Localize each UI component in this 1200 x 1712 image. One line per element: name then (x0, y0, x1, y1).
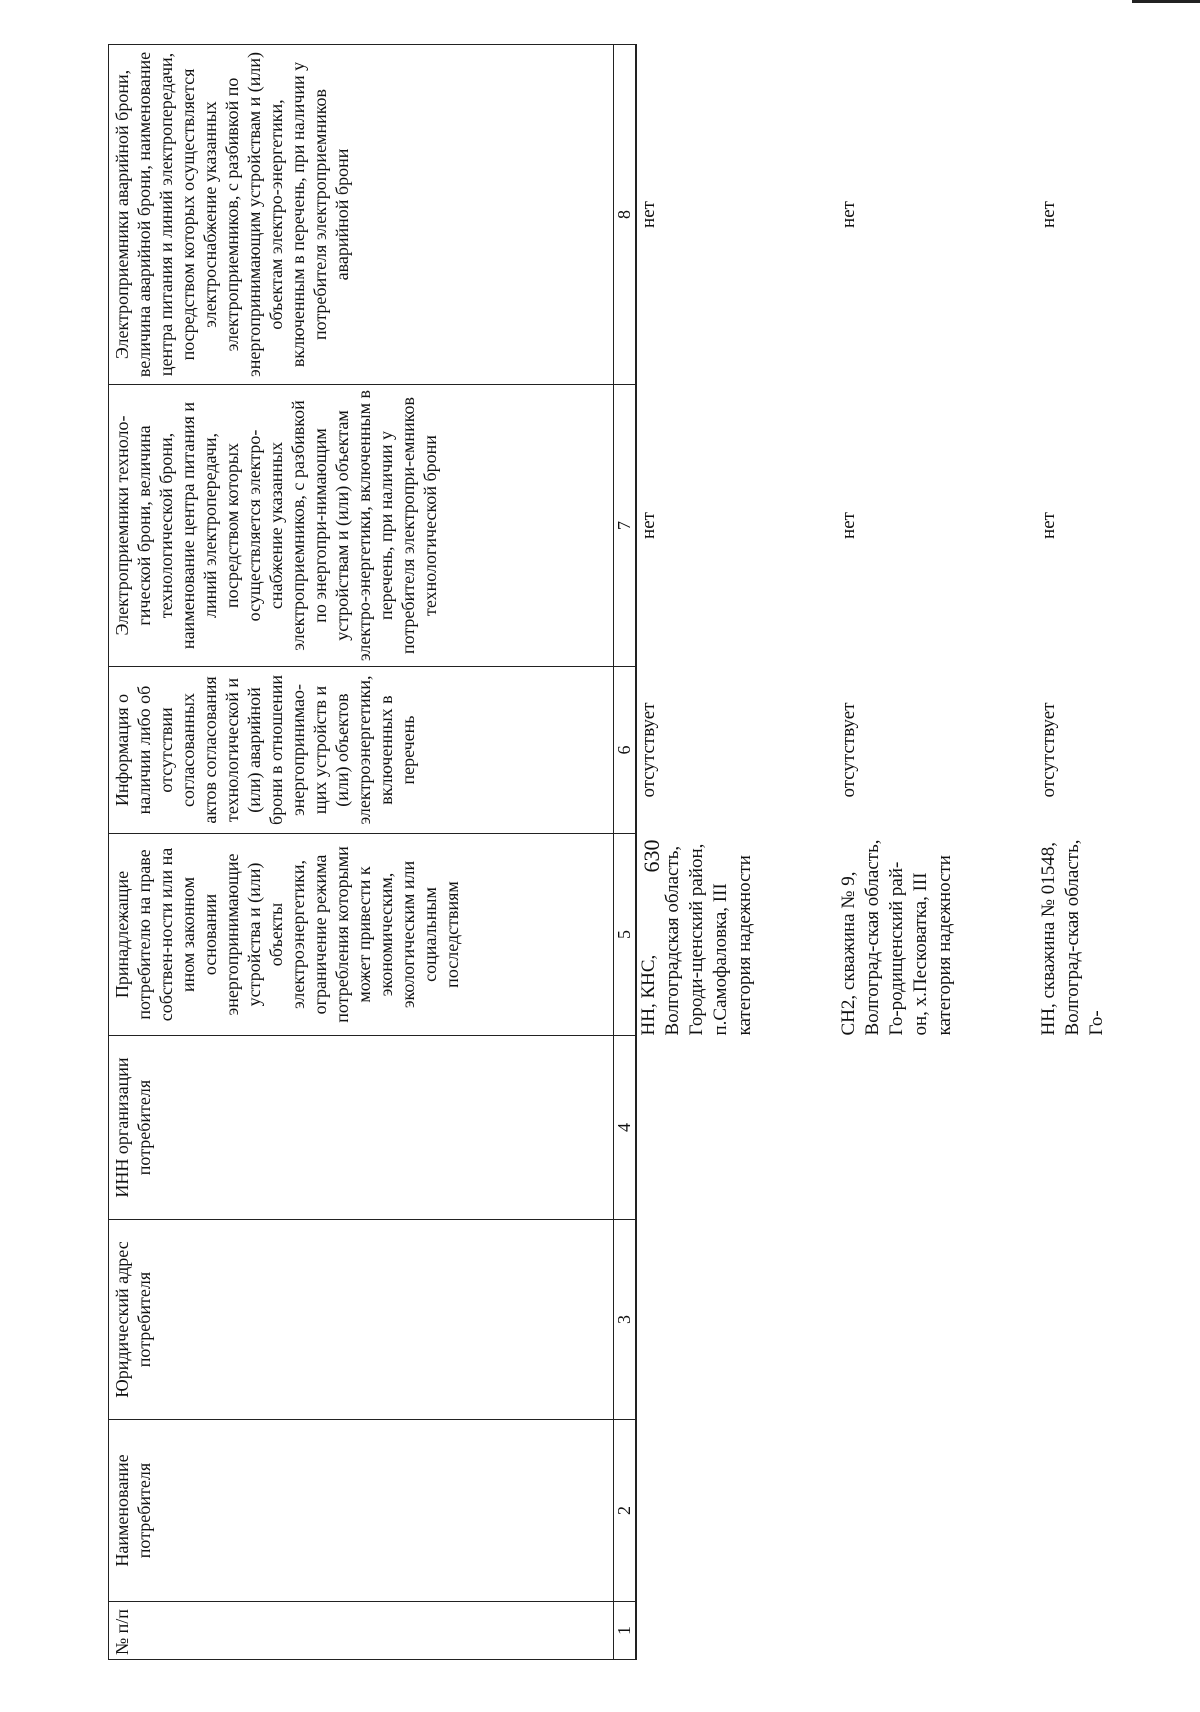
header-devices: Принадлежащие потребителю на праве собствен-ности или на ином законном основании энергопринимающие устройства и (или) объекты электроэнергетики, ограничение режима потребления которыми может привести к экономическим, экологическим или социальным последствиям (109, 834, 614, 1036)
page-number: 630 (639, 839, 664, 873)
agreement-cell: отсутствует (838, 702, 859, 798)
column-number: 7 (614, 385, 637, 667)
header-legal-address: Юридический адрес потребителя (109, 1220, 614, 1420)
device-cell: НН, КНС, Волгоградская область, Городи-щенский район, п.Самофаловка, III категория надежности (638, 843, 755, 1036)
table-row (837, 45, 1037, 1660)
header-number: № п/п (109, 1602, 614, 1660)
consumer-table (108, 44, 1200, 1660)
table-row (636, 45, 837, 1660)
header-technological-reserve: Электроприемники техноло-гической брони, величина технологической брони, наименование центра питания и линий электропередачи, посредством которых осуществляется электро-снабжение указанных электроприемников, с разбивкой по энергопри-нимающим устройствам и (или) объектам электро-энергетики, включенным в перечень, при наличии у потребителя электропри-емников технологической брони (109, 385, 614, 667)
header-inn: ИНН организации потребителя (109, 1036, 614, 1220)
emergency-reserve-cell: нет (638, 201, 659, 228)
column-number: 6 (614, 667, 637, 834)
table-row (1037, 45, 1200, 1660)
column-number: 4 (614, 1036, 637, 1220)
column-number: 2 (614, 1420, 637, 1602)
agreement-cell: отсутствует (638, 702, 659, 798)
column-number: 5 (614, 834, 637, 1036)
header-row (109, 45, 614, 1660)
agreement-cell: отсутствует (1038, 702, 1059, 798)
tech-reserve-cell: нет (638, 512, 659, 539)
tech-reserve-cell: нет (1038, 512, 1059, 539)
header-consumer-name: Наименование потребителя (109, 1420, 614, 1602)
column-number: 3 (614, 1220, 637, 1420)
column-number-row (614, 45, 637, 1660)
emergency-reserve-cell: нет (838, 201, 859, 228)
header-agreement-info: Информация о наличии либо об отсутствии согласованных актов согласования технологической и (или) аварийной брони в отношении энергопринимао-щих устройств и (или) объектов электроэнергетики, включенных в перечень (109, 667, 614, 834)
device-cell: НН, скважина № 01548, Волгоград-ская область, Го- (1038, 839, 1107, 1036)
emergency-reserve-cell: нет (1038, 201, 1059, 228)
device-cell: СН2, скважина № 9, Волгоград-ская область, Го-родищенский рай-он, х.Песковатка, III категория надежности (838, 839, 955, 1036)
header-emergency-reserve: Электроприемники аварийной брони, величина аварийной брони, наименование центра питания и линий электропередачи, посредством которых осуществляется электроснабжение указанных электроприемников, с разбивкой по энергопринимающим устройствам и (или) объектам электро-энергетики, включенным в перечень, при наличии у потребителя электроприемников аварийной брони (109, 45, 614, 385)
column-number: 8 (614, 45, 637, 385)
tech-reserve-cell: нет (838, 512, 859, 539)
column-number: 1 (614, 1602, 637, 1660)
